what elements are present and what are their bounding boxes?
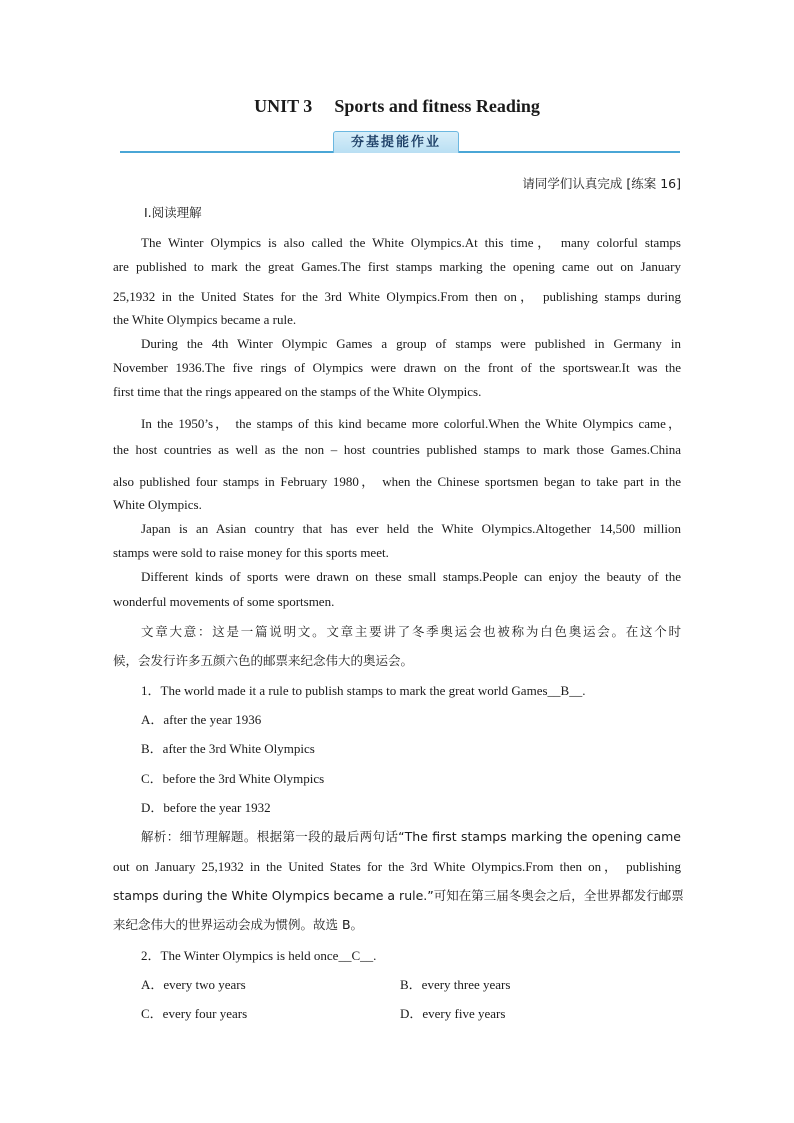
passage-line: November 1936.The five rings of Olympics were drawn on the front of the sportswear.It was the: [113, 360, 681, 375]
section-heading: Ⅰ.阅读理解: [144, 205, 202, 220]
question-1-stem: [141, 680, 681, 699]
question-1-option-b: B．after the 3rd White Olympics: [141, 741, 315, 756]
question-1-answer: __B__: [547, 683, 583, 698]
summary-line: 候，会发行许多五颜六色的邮票来纪念伟大的奥运会。: [113, 653, 414, 668]
question-1-text: 1．The world made it a rule to publish stamps to mark the great world Games: [141, 683, 548, 698]
unit-title: Sports and fitness Reading: [334, 96, 540, 116]
analysis-line: out on January 25,1932 in the United States for the 3rd White Olympics.From then on， publishing: [113, 859, 681, 874]
question-1-end: .: [582, 683, 586, 698]
question-1-option-a: A．after the year 1936: [141, 712, 262, 727]
page-title: [0, 96, 794, 117]
passage-line: Japan is an Asian country that has ever held the White Olympics.Altogether 14,500 million: [141, 521, 681, 536]
passage-line: are published to mark the great Games.The first stamps marking the opening came out on January: [113, 259, 681, 274]
analysis-line: stamps during the White Olympics became a rule.”可知在第三届冬奥会之后，全世界都发行邮票: [113, 888, 684, 903]
passage-line: During the 4th Winter Olympic Games a group of stamps were published in Germany in: [141, 336, 681, 351]
passage-line: the White Olympics became a rule.: [113, 312, 297, 327]
passage-line: Different kinds of sports were drawn on these small stamps.People can enjoy the beauty of the: [141, 569, 681, 584]
question-2-option-a: A．every two years: [141, 977, 246, 992]
section-banner: 夯基提能作业: [333, 131, 459, 153]
passage-line: In the 1950’s， the stamps of this kind became more colorful.When the White Olympics came，: [141, 416, 681, 431]
question-2-option-b: B．every three years: [400, 977, 511, 992]
question-1-option-c: C．before the 3rd White Olympics: [141, 771, 325, 786]
question-2-option-d: D．every five years: [400, 1006, 506, 1021]
analysis-line: 来纪念伟大的世界运动会成为惯例。故选 B。: [113, 917, 364, 932]
exercise-note: 请同学们认真完成 [练案 16]: [522, 176, 681, 191]
question-2-option-c: C．every four years: [141, 1006, 248, 1021]
summary-line: 文章大意：这是一篇说明文。文章主要讲了冬季奥运会也被称为白色奥运会。在这个时: [141, 624, 681, 639]
passage-line: The Winter Olympics is also called the White Olympics.At this time， many colorful stamps: [141, 235, 681, 250]
unit-label: UNIT 3: [254, 96, 313, 116]
passage-line: White Olympics.: [113, 497, 202, 512]
question-2-stem: [141, 945, 681, 964]
question-2-text: 2．The Winter Olympics is held once: [141, 948, 339, 963]
analysis-line: 解析：细节理解题。根据第一段的最后两句话“The first stamps marking the opening came: [141, 829, 681, 844]
passage-line: first time that the rings appeared on the stamps of the White Olympics.: [113, 384, 482, 399]
passage-line: the host countries as well as the non – host countries published stamps to mark those Games.China: [113, 442, 681, 457]
passage-line: also published four stamps in February 1980， when the Chinese sportsmen began to take part in the: [113, 474, 681, 489]
passage-line: stamps were sold to raise money for this sports meet.: [113, 545, 389, 560]
passage-line: wonderful movements of some sportsmen.: [113, 594, 335, 609]
passage-line: 25,1932 in the United States for the 3rd White Olympics.From then on， publishing stamps during: [113, 289, 681, 304]
question-2-end: .: [373, 948, 377, 963]
question-2-answer: __C__: [338, 948, 374, 963]
question-1-option-d: D．before the year 1932: [141, 800, 271, 815]
